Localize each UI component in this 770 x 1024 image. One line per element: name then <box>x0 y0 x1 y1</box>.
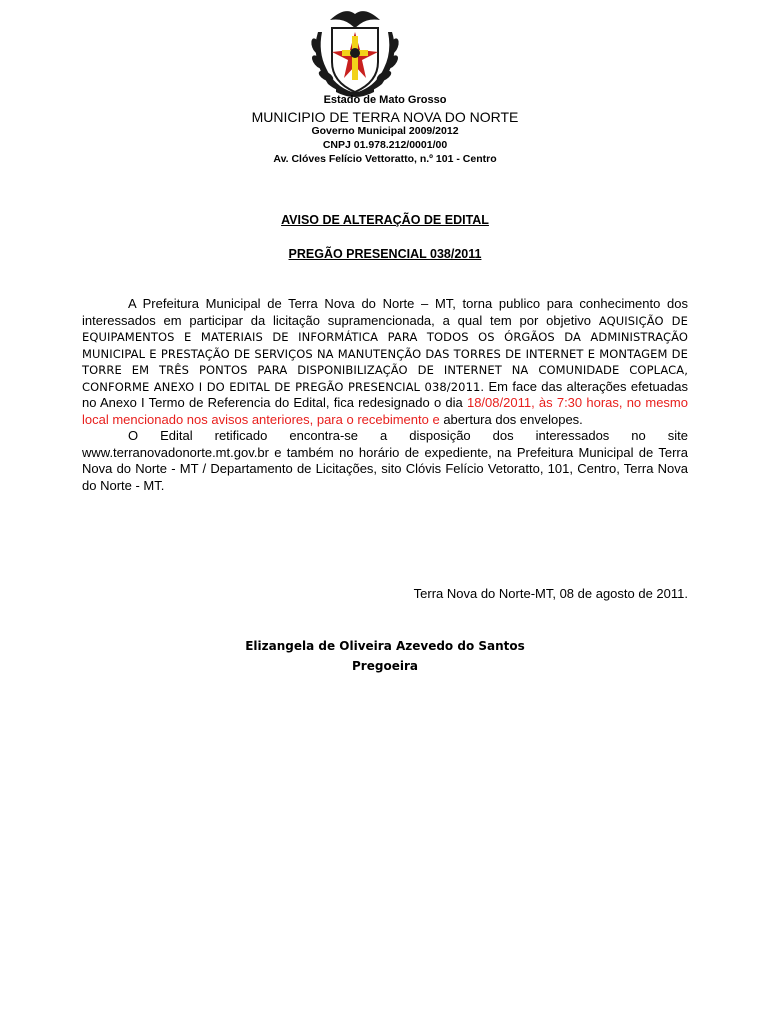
p1-object: AQUISIÇÃO DE EQUIPAMENTOS E MATERIAIS DE INFORMÁTICA PARA TODOS OS ÓRGÃOS DA ADMINISTRAÇÃO MUNICIPAL E PRESTAÇÃO DE SERVIÇOS NA MANUTENÇÃO DAS TORRES DE INTERNET E MONTAGEM DE TORRE EM TRÊS PONTOS PARA DISPONIBILIZAÇÃO DE INTERNET NA COMUNIDADE COPLACA, CONFORME ANEXO I DO EDITAL DE PREGÃO PRESENCIAL 038/2011. <box>82 313 688 394</box>
notice-subtitle: PREGÃO PRESENCIAL 038/2011 <box>288 247 482 261</box>
p1-red-highlight: 18/08/2011, às 7:30 horas, no mesmo local mencionado nos avisos anteriores, para o recebimento e <box>82 395 688 427</box>
notice-body <box>82 296 688 494</box>
signature-name: Elizangela de Oliveira Azevedo do Santos <box>245 639 525 653</box>
header-municipality: MUNICIPIO DE TERRA NOVA DO NORTE <box>251 109 519 125</box>
dateline: Terra Nova do Norte-MT, 08 de agosto de 2011. <box>413 586 688 601</box>
municipal-coat-of-arms-icon <box>300 2 410 102</box>
signature-role: Pregoeira <box>352 659 418 673</box>
p1-change: Em face das alterações efetuadas no Anexo I Termo de Referencia do Edital, fica redesignado o dia <box>82 378 688 410</box>
notice-title: AVISO DE ALTERAÇÃO DE EDITAL <box>281 213 489 227</box>
p1-end: abertura dos envelopes. <box>439 411 583 427</box>
header-state: Estado de Mato Grosso <box>323 94 447 106</box>
header-address: Av. Clóves Felício Vettoratto, n.º 101 - Centro <box>273 153 497 165</box>
p1-intro: A Prefeitura Municipal de Terra Nova do Norte – MT, torna publico para conhecimento dos interessados em participar da licitação supramencionada, a qual tem por objetivo <box>82 296 688 328</box>
paragraph-1 <box>82 296 688 428</box>
paragraph-2-rest: www.terranovadonorte.mt.gov.br e também no horário de expediente, na Prefeitura Municipal de Terra Nova do Norte - MT / Departamento de Licitações, sito Clóvis Felício Vetoratto, 101, Centro, Terra Nova do Norte - MT. <box>82 444 688 493</box>
header-cnpj: CNPJ 01.978.212/0001/00 <box>322 139 448 151</box>
paragraph-2-line-1: O Edital retificado encontra-se a disposição dos interessados no site <box>128 428 688 443</box>
header-government: Governo Municipal 2009/2012 <box>311 125 459 137</box>
